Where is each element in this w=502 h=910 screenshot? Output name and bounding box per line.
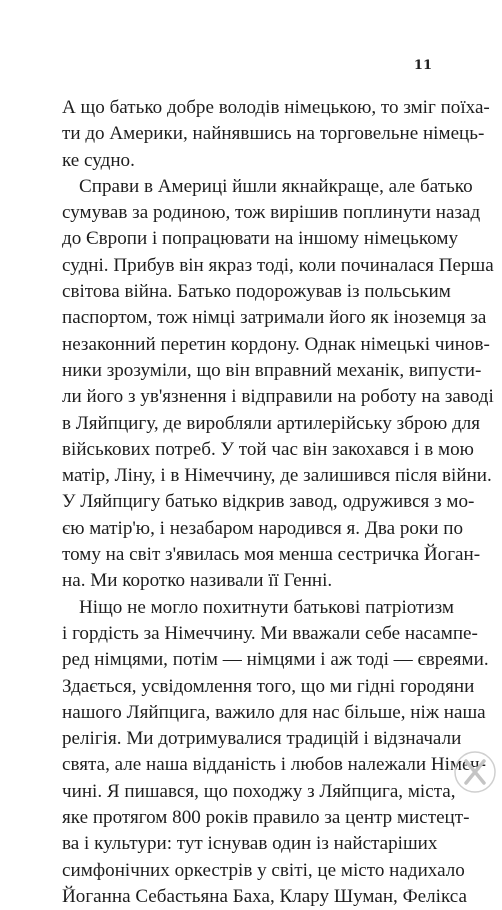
text-line: ники зрозуміли, що він вправний механік, випусти-	[62, 359, 482, 381]
text-line: Справи в Америці йшли якнайкраще, але батько	[79, 175, 473, 197]
text-line: чині. Я пишався, що походжу з Ляйпцига, міста,	[62, 780, 456, 802]
text-line: Ніщо не могло похитнути батькові патріотизм	[79, 596, 454, 618]
watermark-logo-icon	[452, 749, 498, 795]
text-line: паспортом, тож німці затримали його як іноземця за	[62, 307, 487, 329]
text-line: У Ляйпцигу батько відкрив завод, одружився з мо-	[62, 491, 475, 513]
text-line: ва і культури: тут існував один із найстаріших	[62, 833, 438, 855]
text-line: незаконний перетин кордону. Однак німецькі чинов-	[62, 333, 490, 355]
page-number: 11	[413, 58, 432, 73]
text-line: ти до Америки, найнявшись на торговельне німець-	[62, 123, 485, 145]
text-line: нашого Ляйпцига, важило для нас більше, ніж наша	[62, 701, 486, 723]
text-line: судні. Прибув він якраз тоді, коли починалася Перша	[62, 254, 494, 276]
text-line: на. Ми коротко називали її Генні.	[62, 570, 333, 592]
text-line: релігія. Ми дотримувалися традицій і відзначали	[62, 728, 462, 750]
text-line: і гордість за Німеччину. Ми вважали себе насампе-	[62, 622, 478, 644]
text-line: єю матір'ю, і незабаром народився я. Два роки по	[62, 517, 464, 539]
text-line: матір, Ліну, і в Німеччину, де залишився після війни.	[62, 465, 492, 487]
text-line: до Європи і попрацювати на іншому німецькому	[62, 228, 459, 250]
text-line: в Ляйпцигу, де виробляли артилерійську зброю для	[62, 412, 481, 434]
text-line: Йоганна Себастьяна Баха, Клару Шуман, Фелікса	[62, 885, 467, 907]
text-line: ке судно.	[62, 149, 135, 171]
text-line: ли його з ув'язнення і відправили на роботу на заводі	[62, 386, 494, 408]
text-line: сумував за родиною, тож вирішив поплинути назад	[62, 202, 481, 224]
body-text	[62, 95, 494, 910]
text-line: Здається, усвідомлення того, що ми гідні городяни	[62, 675, 475, 697]
text-line: тому на світ з'явилась моя менша сестричка Йоган-	[62, 544, 481, 566]
text-line: військових потреб. У той час він закохався і в мою	[62, 438, 474, 460]
text-line: свята, але наша відданість і любов належали Німеч-	[62, 754, 487, 776]
text-line: ред німцями, потім — німцями і аж тоді — євреями.	[62, 649, 489, 671]
text-line: яке протягом 800 років правило за центр мистецт-	[62, 807, 470, 829]
text-line: симфонічних оркестрів у світі, це місто надихало	[62, 859, 465, 881]
text-line: А що батько добре володів німецькою, то зміг поїха-	[62, 97, 490, 118]
text-line: світова війна. Батько подорожував із польським	[62, 281, 451, 303]
